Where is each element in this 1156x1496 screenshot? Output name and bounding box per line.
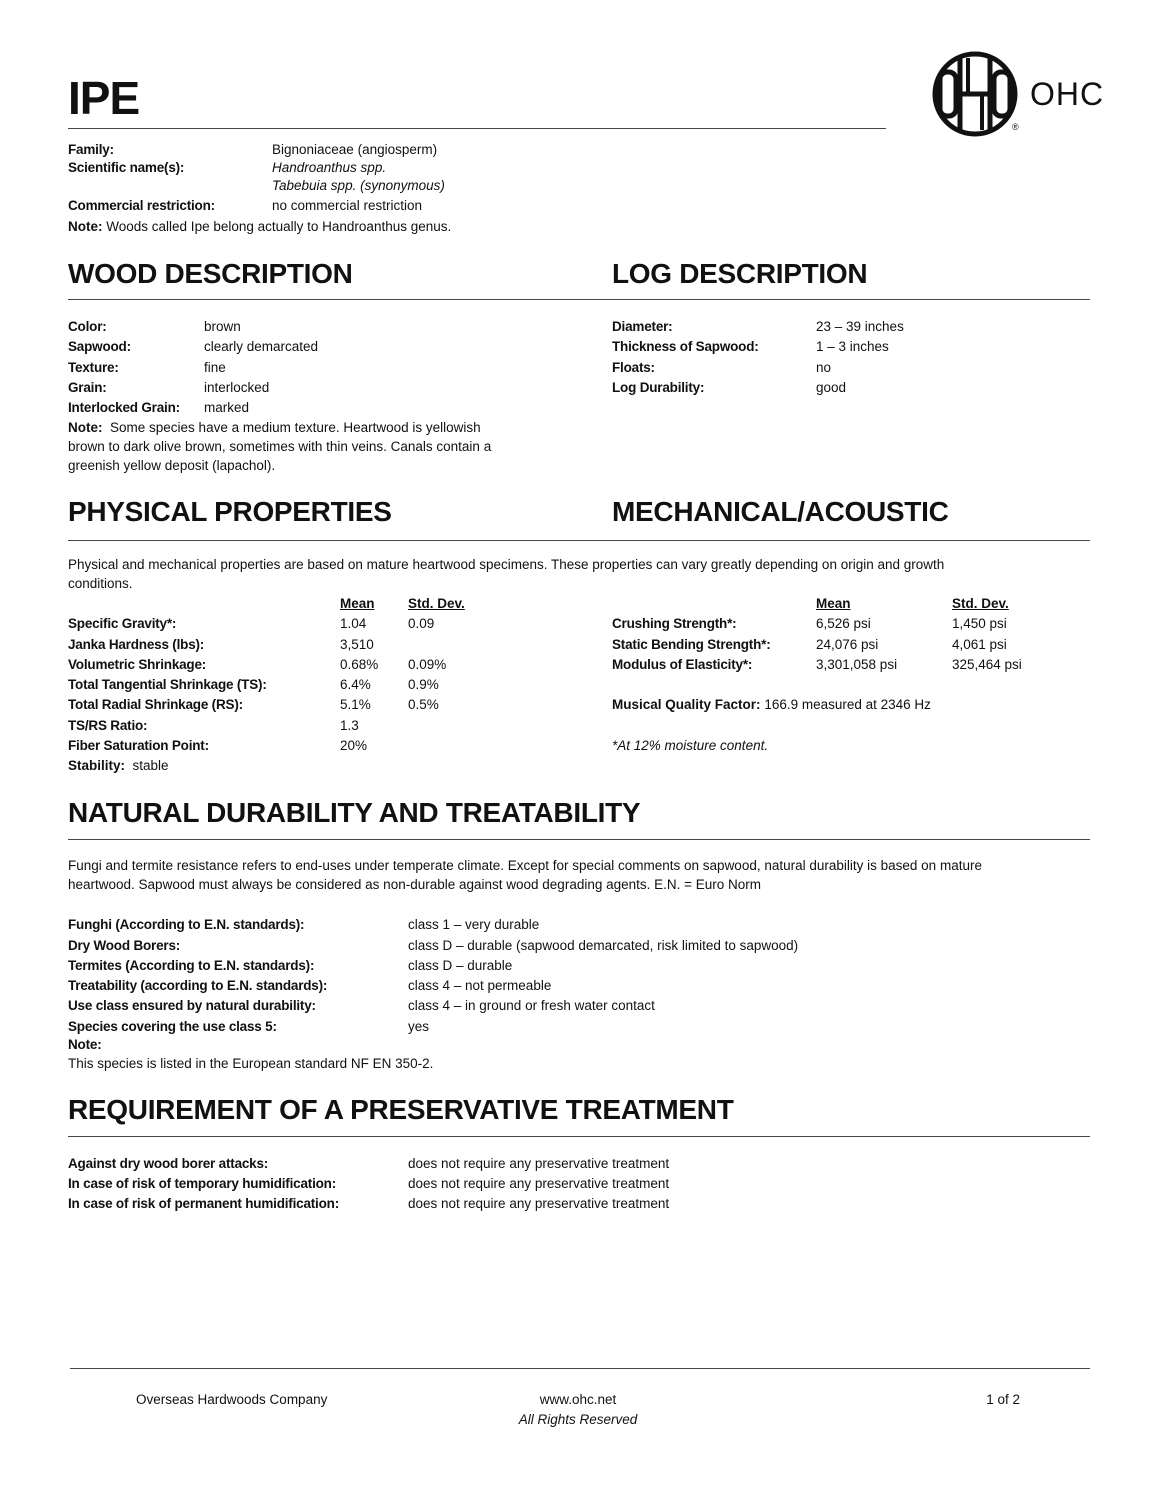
physical-mean: 3,510 <box>340 637 374 652</box>
durability-intro <box>68 856 1090 894</box>
properties-intro-line2: conditions. <box>68 576 133 591</box>
durability-value: class D – durable <box>408 958 513 973</box>
wood-value: fine <box>204 360 226 375</box>
musical-quality-value: 166.9 measured at 2346 Hz <box>764 697 931 712</box>
properties-intro-line1: Physical and mechanical properties are based on mature heartwood specimens. These properties can vary greatly depending on origin and growth <box>68 557 945 572</box>
physical-mean: 1.04 <box>340 616 367 631</box>
physical-mean: 5.1% <box>340 697 371 712</box>
physical-std: 0.09 <box>408 616 435 631</box>
page-title: IPE <box>68 72 140 124</box>
preservative-value: does not require any preservative treatment <box>408 1176 670 1191</box>
durability-intro-line1: Fungi and termite resistance refers to end-uses under temperate climate. Except for special comments on sapwood, natural durability is based on mature <box>68 858 982 873</box>
wood-note-line1: Some species have a medium texture. Heartwood is yellowish <box>110 420 481 435</box>
family-value: Bignoniaceae (angiosperm) <box>272 142 438 157</box>
wood-note-line2: brown to dark olive brown, sometimes with thin veins. Canals contain a <box>68 439 492 454</box>
log-label: Floats: <box>612 360 655 375</box>
family-label: Family: <box>68 142 114 157</box>
mechanical-acoustic-heading: MECHANICAL/ACOUSTIC <box>612 496 949 527</box>
preservative-label: In case of risk of permanent humidification: <box>68 1196 339 1211</box>
moisture-footnote: *At 12% moisture content. <box>612 738 769 753</box>
wood-label: Color: <box>68 319 107 334</box>
footer-page-number: 1 of 2 <box>986 1392 1020 1407</box>
wood-value: marked <box>204 400 250 415</box>
durability-label: Funghi (According to E.N. standards): <box>68 917 305 932</box>
durability-intro-line2: heartwood. Sapwood must always be considered as non-durable against wood degrading agents. E.N. = Euro Norm <box>68 877 762 892</box>
mechanical-std: 325,464 psi <box>952 657 1022 672</box>
wood-note <box>68 418 558 475</box>
durability-heading: NATURAL DURABILITY AND TREATABILITY <box>68 797 641 828</box>
wood-value: brown <box>204 319 241 334</box>
log-value: good <box>816 380 847 395</box>
durability-label: Dry Wood Borers: <box>68 938 181 953</box>
wood-note-label: Note: <box>68 420 103 435</box>
log-label: Log Durability: <box>612 380 705 395</box>
log-label: Thickness of Sapwood: <box>612 339 759 354</box>
durability-note-text: This species is listed in the European standard NF EN 350-2. <box>68 1056 434 1071</box>
wood-label: Grain: <box>68 380 107 395</box>
preservative-label: Against dry wood borer attacks: <box>68 1156 269 1171</box>
section-divider <box>68 1136 1090 1137</box>
preservative-label: In case of risk of temporary humidification: <box>68 1176 337 1191</box>
stability-value: stable <box>132 758 169 773</box>
log-value: no <box>816 360 832 375</box>
stability-row <box>68 756 169 776</box>
physical-properties-heading: PHYSICAL PROPERTIES <box>68 496 392 527</box>
commercial-restriction-value: no commercial restriction <box>272 198 423 213</box>
mechanical-std: 4,061 psi <box>952 637 1007 652</box>
durability-value: yes <box>408 1019 430 1034</box>
footer-rights: All Rights Reserved <box>518 1412 638 1427</box>
physical-mean: 6.4% <box>340 677 371 692</box>
durability-value: class D – durable (sapwood demarcated, risk limited to sapwood) <box>408 938 799 953</box>
footer-company: Overseas Hardwoods Company <box>136 1392 328 1407</box>
durability-value: class 4 – in ground or fresh water contact <box>408 998 655 1013</box>
ohc-logo-text: OHC <box>1030 76 1105 112</box>
mechanical-label: Crushing Strength*: <box>612 616 737 631</box>
section-divider <box>68 839 1090 840</box>
stability-label: Stability: <box>68 758 126 773</box>
registered-mark: ® <box>1012 122 1019 132</box>
durability-label: Termites (According to E.N. standards): <box>68 958 315 973</box>
log-value: 1 – 3 inches <box>816 339 889 354</box>
durability-value: class 1 – very durable <box>408 917 540 932</box>
footer-divider <box>70 1368 1090 1369</box>
physical-mean: 1.3 <box>340 718 359 733</box>
title-divider <box>68 128 886 129</box>
mechanical-std-header: Std. Dev. <box>952 596 1009 611</box>
durability-note-label: Note: <box>68 1037 102 1052</box>
ohc-logo <box>930 48 1110 140</box>
physical-label: Total Tangential Shrinkage (TS): <box>68 677 267 692</box>
physical-label: Janka Hardness (lbs): <box>68 637 205 652</box>
properties-intro <box>68 555 1090 593</box>
header-note <box>68 217 451 237</box>
physical-label: Volumetric Shrinkage: <box>68 657 207 672</box>
physical-mean-header: Mean <box>340 596 375 611</box>
scientific-name-1: Handroanthus spp. <box>272 160 387 175</box>
mechanical-mean: 3,301,058 psi <box>816 657 898 672</box>
mechanical-mean-header: Mean <box>816 596 851 611</box>
wood-description-heading: WOOD DESCRIPTION <box>68 258 353 289</box>
physical-label: Specific Gravity*: <box>68 616 177 631</box>
section-divider <box>68 299 1090 300</box>
log-label: Diameter: <box>612 319 673 334</box>
wood-label: Sapwood: <box>68 339 131 354</box>
durability-value: class 4 – not permeable <box>408 978 552 993</box>
physical-std-header: Std. Dev. <box>408 596 465 611</box>
footer-website[interactable]: www.ohc.net <box>539 1392 617 1407</box>
physical-std: 0.09% <box>408 657 447 672</box>
log-description-heading: LOG DESCRIPTION <box>612 258 868 289</box>
wood-value: interlocked <box>204 380 270 395</box>
preservative-value: does not require any preservative treatment <box>408 1196 670 1211</box>
wood-note-line3: greenish yellow deposit (lapachol). <box>68 458 276 473</box>
scientific-name-2: Tabebuia spp. (synonymous) <box>272 178 445 193</box>
mechanical-mean: 24,076 psi <box>816 637 879 652</box>
durability-label: Use class ensured by natural durability: <box>68 998 316 1013</box>
scientific-name-label: Scientific name(s): <box>68 160 185 175</box>
physical-std: 0.9% <box>408 677 439 692</box>
preservative-value: does not require any preservative treatment <box>408 1156 670 1171</box>
wood-label: Interlocked Grain: <box>68 400 180 415</box>
commercial-restriction-label: Commercial restriction: <box>68 198 215 213</box>
section-divider <box>68 540 1090 541</box>
physical-label: TS/RS Ratio: <box>68 718 148 733</box>
physical-label: Total Radial Shrinkage (RS): <box>68 697 243 712</box>
physical-std: 0.5% <box>408 697 439 712</box>
musical-quality-label: Musical Quality Factor: <box>612 697 761 712</box>
durability-label: Treatability (according to E.N. standards): <box>68 978 328 993</box>
wood-label: Texture: <box>68 360 119 375</box>
physical-label: Fiber Saturation Point: <box>68 738 209 753</box>
mechanical-label: Modulus of Elasticity*: <box>612 657 753 672</box>
header-note-text: Woods called Ipe belong actually to Handroanthus genus. <box>106 219 452 234</box>
mechanical-std: 1,450 psi <box>952 616 1007 631</box>
musical-quality-row <box>612 695 931 715</box>
header-note-label: Note: <box>68 219 103 234</box>
wood-value: clearly demarcated <box>204 339 319 354</box>
mechanical-label: Static Bending Strength*: <box>612 637 771 652</box>
mechanical-mean: 6,526 psi <box>816 616 871 631</box>
physical-mean: 20% <box>340 738 368 753</box>
durability-label: Species covering the use class 5: <box>68 1019 277 1034</box>
preservative-heading: REQUIREMENT OF A PRESERVATIVE TREATMENT <box>68 1094 734 1125</box>
log-value: 23 – 39 inches <box>816 319 904 334</box>
physical-mean: 0.68% <box>340 657 379 672</box>
